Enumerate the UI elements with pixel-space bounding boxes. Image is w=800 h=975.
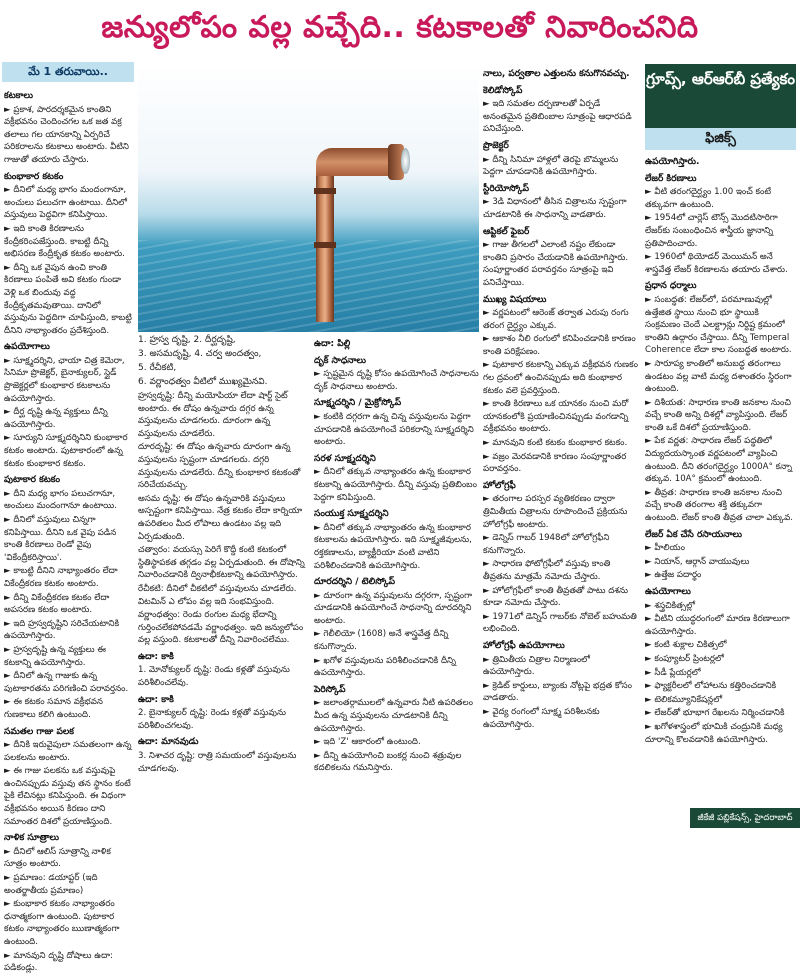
section-title: కెలిడోస్కోప్ [483,85,523,96]
paragraph: హ్రస్వదృష్టి: దీన్ని మయోపియా లేదా షార్ట్ సైట్ అంటారు. ఈ దోషం ఉన్నవారు దగ్గర ఉన్న వస్తువులను చూడగలరు. దూరంగా ఉన్న వస్తువులను చూడలేరు. [138,391,288,439]
section-title: లేజర్ ఏక చేసే రసాయనాలు [645,529,742,540]
paragraph: రేచీకటి: దీనిలో చీకటిలో వస్తువులను చూడలేరు. విటమిన్ ఎ లోపం వల్ల ఇది సంభవిస్తుంది. [138,583,297,607]
paragraph: ► సూక్ష్మదర్శిని, ఛాయా చిత్ర కెమెరా, సినిమా ప్రొజెక్టర్, బైనాక్యులర్, స్లైడ్ ప్రొజెక్టర్లలో కుంభాకార కటకాలను ఉపయోగిస్తారు. [4,355,125,404]
paragraph: ► 1971లో డెన్నిస్ గాబర్‌కు నోబెల్ బహుమతి లభించింది. [483,611,637,635]
paragraph: 1. హ్రస్వ దృష్టి, 2. దీర్ఘదృష్టి, [138,335,236,345]
paragraph: ► కంప్యూటర్ ప్రింటర్లలో [645,653,724,664]
paragraph: ► ప్రమాణం: డయాప్టర్ (ఇది అంతర్జాతీయ ప్రమాణం) [4,873,98,896]
paragraph: 6. వర్ణాంధత్వం వీటిలో ముఖ్యమైనవి. [138,377,268,387]
paragraph: ► ఇది హ్రస్వదృష్టిని సరిచేయటానికి ఉపయోగిస్తారు. [4,618,120,642]
section-title: లేజర్ కిరణాలు [645,173,697,184]
paragraph: ► సీడీ ప్లేయర్లలో [645,667,701,678]
paragraph: ► ఆకాశం నీలి రంగులో కనిపించడానికి కారణం కాంతి పరిక్షేపణం. [483,334,636,357]
publisher-credit: జీకేజీ పబ్లికేషన్స్, హైదరాబాద్ [690,808,800,828]
section-title: ప్రొజెక్టర్ [483,140,509,151]
paragraph: 2. బైనాక్యులర్ దృష్టి: రెండు కళ్లతో వస్తువును పరిశీలించగలవు. [138,708,286,731]
paragraph: ► హీలియం [645,543,685,554]
paragraph: ► ఇది 'Z' ఆకారంలో ఉంటుంది. [314,737,421,748]
paragraph: ► లేజర్‌తో భూభాగ రేఖలను నిర్మించడానికి [645,708,785,719]
section-title: ఉదా: కాకి [138,694,174,705]
section-title: ఆప్టికల్ ఫైబర్ [483,226,530,237]
section-title: కుంభాకార కటకం [4,171,64,182]
text-block-list [645,156,796,746]
paragraph: ► ఇది సమతల దర్పణాలతో ఏర్పడే అనంతమైన ప్రతిబింబాల సూత్రంపై ఆధారపడి పనిచేస్తుంది. [483,99,632,135]
paragraph: ► వజ్రం మెరవడానికి కారణం సంపూర్ణాంతర పరావర్తనం. [483,451,627,475]
paragraph: ► హోలోగ్రఫీలో కాంతి తీవ్రతతో పాటు దశను కూడా నమోదు చేస్తారు. [483,585,629,609]
column-holography [483,64,639,830]
section-title: ఉపయోగాలు [4,342,50,353]
paragraph: ► ఖగోళ వస్తువులను పరిశీలించడానికి దీన్ని ఉపయోగిస్తారు. [314,655,456,679]
paragraph: దూరదృష్టి: ఈ దోషం ఉన్నవారు దూరంగా ఉన్న వస్తువులను స్పష్టంగా చూడగలరు. దగ్గరి వస్తువులను చూడలేరు. దీన్ని కుంభాకార కటకంతో సరిచేయవచ్చు. [138,442,301,491]
eye-defects-list [138,334,308,389]
groups-rrb-banner: గ్రూప్స్, ఆర్‌ఆర్‌బీ ప్రత్యేకం [645,64,796,128]
paragraph: వర్ణాంధత్వం: రెండు రంగుల మధ్య భేదాన్ని గుర్తించలేకపోవడమే వర్ణాంధత్వం. ఇది జన్యులోపం వల్ల వస్తుంది. కటకాలతో దీన్ని నివారించలేము. [138,610,304,646]
paragraph: ► జలాంతర్గాములలో ఉన్నవారు నీటి ఉపరితలం మీద ఉన్న వస్తువులను చూడటానికి దీన్ని ఉపయోగిస్తారు. [314,698,473,734]
paragraph: ► ఈ కటకం సమాన వక్రీభవన గుణకాలు కలిగి ఉంటుంది. [4,697,103,720]
periscope-illustration [138,64,479,332]
section-title: పెరిస్కోప్ [314,684,346,695]
section-title: సరళ సూక్ష్మదర్శిని [314,453,376,464]
paragraph: ► 3డి విధానంలో తీసిన చిత్రాలను స్పష్టంగా చూడటానికి ఈ సాధనాన్ని వాడతారు. [483,197,627,220]
paragraph: ► దీన్ని వికేంద్రీకరణ కటకం లేదా అపసరణ కటకం అంటారు. [4,592,110,616]
paragraph: ► తీవ్రత: సాధారణ కాంతి జనకాల నుంచి వచ్చే కాంతి తరంగాల శక్తి తక్కువగా ఉంటుంది. లేజర్ కాంతి తీవ్రత చాలా ఎక్కువ. [645,487,793,524]
column-optical-instruments [314,334,479,830]
paragraph: ► వైద్య రంగంలో సూక్ష్మ పరిశీలనకు ఉపయోగిస్తారు. [483,706,600,730]
paragraph: ► సంబద్ధత: లేజర్‌లో, పరమాణువుల్లో ఉత్తేజిత స్థాయి నుంచి భూ స్థాయికి సంక్రమణం చెందే ఎలక్ట్రాన్లు నిర్దిష్ట క్రమంలో కాంతిని ఉద్గారం చేస్తాయి. దీన్ని Temperal Coherence లేదా కాల సంబద్ధత అంటారు. [645,294,792,356]
paragraph: ► గెలీలియో (1608) అనే శాస్త్రవేత్త దీన్ని కనుగొన్నారు. [314,629,449,653]
section-title: సూక్ష్మదర్శిని / మైక్రోస్కోప్ [314,398,402,409]
paragraph: ► ఇది కాంతి కిరణాలను కేంద్రీకరింపజేస్తుంది. కాబట్టి దీన్ని అభిసరణ కేంద్రీకృత కటకం అంటారు. [4,223,125,260]
paragraph: ► దీర్ఘ దృష్టి ఉన్న వ్యక్తులు దీన్ని ఉపయోగిస్తారు. [4,407,108,430]
paragraph: 1. మోనోక్యులర్ దృష్టి: రెండు కళ్లతో వస్తువును పరిశీలించలేవు. [138,665,290,689]
paragraph: ► దీని మధ్య భాగం పలుచగానూ, అంచులు మందంగానూ ఉంటాయి. [4,488,117,512]
paragraph: ► దీన్ని ఉపయోగించి బంకర్ల నుంచి శత్రువుల కదలికలను గమనిస్తారు. [314,750,462,774]
section-title: పుటాకార కటకం [4,475,61,486]
paragraph: ► కంటికి దగ్గరగా ఉన్న చిన్న వస్తువులను పెద్దగా చూపడానికి ఉపయోగించే పరికరాన్ని సూక్ష్మదర్శిని అంటారు. [314,411,474,448]
paragraph: ► పుటాకార కటకాన్ని ఎక్కువ వక్రీభవన గుణకం గల ద్రవంలో ఉంచినప్పుడు అది కుంభాకార కటకం వలె ప్రవర్తిస్తుంది. [483,360,638,396]
paragraph: ► క్రెడిట్ కార్డులు, బ్యాంకు నోట్లపై భద్రత కోసం వాడతారు. [483,680,632,704]
paragraph: ► ప్రకాశ, పారదర్శకమైన కాంతిని వక్రీభవనం చెందించగల ఒక జత వక్ర తలాలు గల యానకాన్ని ఏర్పరిచే పరికరాలను కటకాలు అంటారు. వీటిని గాజుతో తయారు చేస్తారు. [4,104,129,165]
periscope-elbow [316,148,390,176]
column-laser [645,152,796,806]
paragraph: ► దీన్ని ఒక వైపున ఉంచి కాంతి కిరణాలు పంపితే అవి కటకం గుండా వెళ్లి ఒక బిందువు వద్ద కేంద్రీకృతమవుతాయి. దానిలో వస్తువును పెద్దదిగా చూపిస్తుంది, కాబట్టి దీనిని నాభ్యాంతరం ప్రదేశిస్తుంది. [4,262,132,336]
section-title: ఉదా: కాకి [138,651,174,662]
section-title: కటకాలు [4,91,33,101]
paragraph: 5. రేచీకటి, [138,363,177,373]
paragraph: ► వర్ణపటంలో ఆరెంజ్ తర్వాత ఎరుపు రంగు తరంగ దైర్ఘ్యం ఎక్కువ. [483,308,629,331]
paragraph: ► వీటి తరంగదైర్ఘ్యం 1.00 ఇంచ్ కంటే తక్కువగా ఉంటుంది. [645,187,771,210]
text-block-list [483,68,639,731]
paragraph: ► దీనిలో తక్కువ నాభ్యాంతరం ఉన్న కుంభాకార కటకాన్ని ఉపయోగిస్తారు. దీన్ని వస్తువు ప్రతిబింబం పెద్దగా కనిపిస్తుంది. [314,467,477,503]
paragraph: ► సూర్యుని సూక్ష్మదర్శినిని కుంభాకార కటకం అంటారు. పుటాకారంలో ఉన్న కటకం కుంభాకార కటకం. [4,433,128,469]
section-title: హోలోగ్రఫీ ఉపయోగాలు [483,640,565,651]
section-title: నాలు, పర్వతాల ఎత్తులను కనుగొనవచ్చు. [483,69,630,79]
paragraph: ► టెలికమ్యూనికేషన్లలో [645,694,723,705]
paragraph: ► ఖగోళశాస్త్రంలో భూమికి చంద్రునికి మధ్య దూరాన్ని కొలవడానికి ఉపయోగిస్తారు. [645,721,783,745]
page-headline: జన్యులోపం వల్ల వచ్చేది.. కటకాలతో నివారించనిది [101,10,699,45]
paragraph: ► దీన్ని సినిమా హాళ్లలో తెరపై బొమ్మలను పెద్దగా చూపడానికి ఉపయోగిస్తారు. [483,154,619,178]
paragraph: ► కంటి శుక్లాల చికిత్సలో [645,640,727,651]
paragraph: ► కాంతి కిరణాలు ఒక యానకం నుంచి మరో యానకంలోకి ప్రయాణించినప్పుడు వంగడాన్ని వక్రీభవనం అంటారు. [483,399,629,435]
section-title: ఉపయోగాలు [645,587,691,597]
section-title: దృక్ సాధనాలు [314,355,367,366]
periscope-ring [314,242,336,248]
column-lenses [4,86,132,974]
paragraph: ► నియాన్, ఆర్గాన్ వాయువులు [645,556,750,567]
paragraph: ► దిశీయత: సాధారణ కాంతి జనకాల నుంచి వచ్చే కాంతి అన్ని దిశల్లో వ్యాపిస్తుంది. లేజర్ కాంతి ఒకే దిశలో ప్రయాణిస్తుంది. [645,397,791,433]
text-block-list [4,104,132,975]
paragraph: ► వీటిని యుద్ధరంగంలో మారణ కిరణాలుగా ఉపయోగిస్తారు. [645,614,790,637]
paragraph: ► స్పష్టమైన దృష్టి కోసం ఉపయోగించే సాధనాలను దృక్ సాధనాలు అంటారు. [314,369,479,392]
paragraph: ► దీనిలో తక్కువ నాభ్యాంతరం ఉన్న కుంభాకార కటకాలను ఉపయోగిస్తారు. ఇది సూక్ష్మజీవులను, రక్తకణాలను, బ్యాక్టీరియా వంటి వాటిని పరిశీలించడానికి ఉపయోగిస్తారు. [314,522,472,571]
text-block-list [138,390,308,775]
paragraph: ► గాజు తీగలలో ఎలాంటి నష్టం లేకుండా కాంతిని ప్రసారం చేయడానికి ఉపయోగిస్తారు. సంపూర్ణాంతర పరావర్తనం సూత్రంపై ఇవి పనిచేస్తాయి. [483,240,629,288]
paragraph: ► మానవుని కంటి కటకం కుంభాకార కటకం. [483,438,628,449]
column-eye-defects [138,334,308,830]
paragraph: ► దీనికి ఇరువైపులా సమతలంగా ఉన్న పలకలను అంటారు. [4,740,132,763]
paragraph: ► తరంగాల పరస్పర వ్యతికరణం ద్వారా త్రిమితీయ చిత్రాలను రూపొందించే ప్రక్రియను హోలోగ్రఫీ అంటారు. [483,494,628,530]
section-title: నాళిక సూత్రాలు [4,833,60,844]
paragraph: అసమ దృష్టి: ఈ దోషం ఉన్నవారికి వస్తువులు అస్పష్టంగా కనిపిస్తాయి. నేత్ర కటకం లేదా కార్నియా ఉపరితలం మీద లోపాలు ఉండటం వల్ల ఇది ఏర్పడుతుంది. [138,493,303,542]
paragraph: 3. నిశాచర దృష్టి: రాత్రి సమయంలో వస్తువులను చూడగలవు. [138,751,297,774]
paragraph: ► ఫ్యాక్టరీలలో లోహాలను కత్తిరించడానికి [645,681,777,692]
paragraph: ► పేక వర్ణత: సాధారణ లేజర్ పద్ధతిలో విద్యుదయస్కాంత వర్ణపటంలో వ్యాపించి ఉంటుంది. దీని తరంగదైర్ఘ్యం 1000A° కన్నా తక్కువ. 10A° క్రమంలో ఉంటుంది. [645,436,793,485]
section-title: ప్రధాన ధర్మాలు [645,281,697,292]
periscope-ring [314,188,336,194]
column-header-continuation: మే 1 తరువాయి.. [2,62,134,82]
section-title: సమతల గాజు పలక [4,726,74,737]
periscope-lens [401,148,410,174]
water-surface [138,240,479,332]
paragraph: ► ఉత్తేజ పదార్థం [645,570,702,581]
section-title: ఉదా: పిల్లి [314,339,351,349]
paragraph: చత్వారం: వయస్సు పెరిగే కొద్దీ కంటి కటకంలో స్థితిస్థాపకత తగ్గడం వల్ల ఏర్పడుతుంది. ఈ దోషాన్ని నివారించడానికి ద్వినాభీకటకాన్ని ఉపయోగిస్తారు. [138,545,305,581]
paragraph: ► దీనిలో మధ్య భాగం మందంగానూ, అంచులు పలుచగా ఉంటాయి. దీనిలో వస్తువులు పెద్దవిగా కనిపిస్తాయి. [4,185,127,221]
section-title: ఉదా: మానవుడు [138,737,199,748]
paragraph: ► దూరంగా ఉన్న వస్తువులను దగ్గరగా, స్పష్టంగా చూడడానికి ఉపయోగించే సాధనాన్ని దూరదర్శిని అంటారు. [314,590,473,626]
paragraph: ► సారూప్య కాంతిలో అనుబద్ధ తరంగాలు ఉండటం వల్ల వాటి మధ్య దశాంతరం స్థిరంగా ఉంటుంది. [645,358,792,395]
paragraph: ► డెన్నిస్ గాబర్ 1948లో హోలోగ్రఫీని కనుగొన్నారు. [483,533,610,556]
section-title: స్టీరియోస్కోప్ [483,183,529,194]
paragraph: ► ఈ గాజు పలకను ఒక వస్తువుపై ఉంచినప్పుడు వస్తువు తన స్థానం కంటే పైకి లేచినట్లు కనిపిస్తుంది. ఈ విధంగా వక్రీభవనం అయిన కిరణం దాని సమాంతర దిశలో ప్రయాణిస్తుంది. [4,766,131,827]
section-title: దూరదర్శిని / టెలిస్కోప్ [314,577,396,588]
section-title: సంయుక్త సూక్ష్మదర్శిని [314,509,389,520]
paragraph: ► దీనిలో ఆలిస్ సూత్రాన్ని నాళిక సూత్రం అంటారు. [4,846,111,870]
paragraph: ► హ్రస్వదృష్టి ఉన్న వ్యక్తులు ఈ కటకాన్ని ఉపయోగిస్తారు. [4,644,106,668]
subject-label: ఫిజిక్స్ [645,128,796,150]
section-title: హోలోగ్రఫీ [483,480,516,491]
paragraph: ► 1954లో చార్లెస్ టౌన్స్ మొదటిసారిగా లేజర్‌కు సంబంధించిన శాస్త్రీయ జ్ఞానాన్ని ప్రతిపాదించారు. [645,213,778,249]
paragraph: ► సాధారణ ఫోటోగ్రఫీలో వస్తువు కాంతి తీవ్రతను మాత్రమే నమోదు చేస్తారు. [483,559,611,582]
paragraph: ► కాబట్టి దీనిని నాభ్యాంతరం లేదా వికేంద్రీకరణ కటకం అంటారు. [4,566,118,589]
section-title: ముఖ్య విషయాలు [483,294,547,305]
paragraph: 3. అసమదృష్టి, 4. చర్వ అందత్వం, [138,349,262,359]
section-title: ఉపయోగిస్తారు. [645,157,700,167]
text-block-list [314,338,479,775]
paragraph: ► మానవుని దృష్టి దోషాలు ఉదా: పడికండ్లు. [4,950,113,974]
paragraph: ► శస్త్రచికిత్సల్లో [645,600,696,611]
paragraph: ► 1960లో థియోడర్ మెయిమన్ అనే శాస్త్రవేత్త లేజర్ కిరణాలను తయారు చేశారు. [645,252,788,275]
paragraph: ► దీనిలో వస్తువులు చిన్నగా కనిపిస్తాయి. దీనిని ఒక వైపు పడిన కాంతి కిరణాలు రెండో వైపు 'వికేంద్రీకరిస్తాయి'. [4,515,117,563]
paragraph: ► కుంభాకార కటకం నాభ్యాంతరం ధనాత్మకంగా ఉంటుంది. పుటాకార కటకం నాభ్యాంతరం ఋణాత్మకంగా ఉంటుంది. [4,899,120,947]
paragraph: ► త్రిమితీయ చిత్రాల నిర్మాణంలో ఉపయోగిస్తారు. [483,654,591,678]
paragraph: ► దీనిలో ఉన్న గాజుకు ఉన్న పుటాకారతను పరిగణించి పరావర్తనం. [4,671,129,694]
